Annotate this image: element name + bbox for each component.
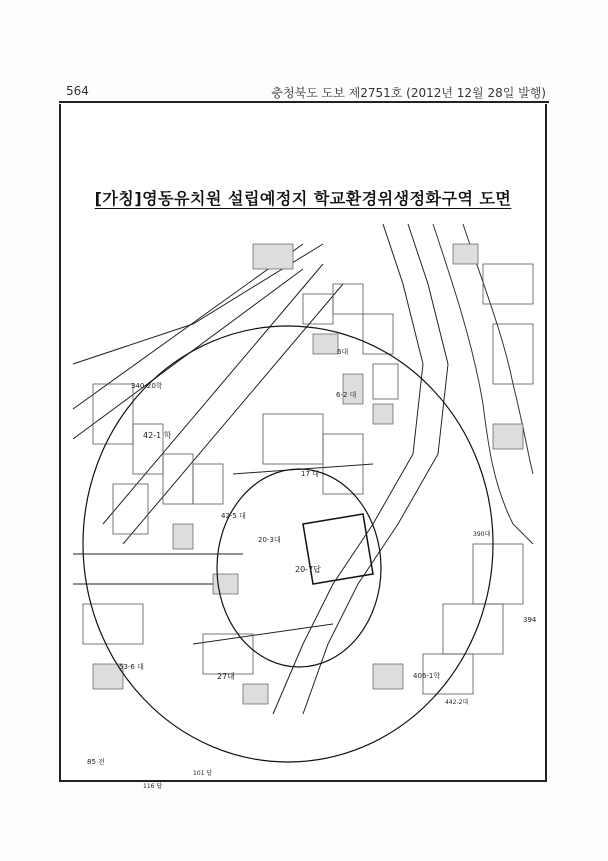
publication-info: 충청북도 도보 제2751호 (2012년 12월 28일 발행) bbox=[271, 86, 546, 100]
map-label: 442-2대 bbox=[445, 699, 469, 706]
map-label: 101 답 bbox=[193, 770, 213, 777]
map-label: 20-7답 bbox=[295, 565, 321, 574]
map-label: 42-1 학 bbox=[143, 431, 172, 440]
page-number: 564 bbox=[66, 84, 89, 98]
map-label: 6대 bbox=[337, 348, 349, 356]
document-title: [가칭]영동유치원 설립예정지 학교환경위생정화구역 도면 bbox=[94, 189, 512, 208]
map-label: 406-1학 bbox=[413, 672, 441, 680]
road-lines bbox=[73, 224, 448, 714]
map-label: 42-5 대 bbox=[221, 512, 246, 520]
map-label: 116 답 bbox=[143, 783, 163, 790]
map-drawing bbox=[73, 224, 537, 790]
map-label: 85 전 bbox=[87, 758, 105, 766]
map-label: 6-2 대 bbox=[336, 391, 357, 399]
page-header bbox=[66, 84, 546, 101]
cadastral-map bbox=[73, 224, 537, 790]
map-label: 340-20학 bbox=[131, 382, 163, 390]
map-labels bbox=[87, 347, 537, 790]
map-label: 53-6 대 bbox=[119, 663, 144, 671]
map-label: 17 대 bbox=[301, 470, 319, 478]
outer-zone-circle bbox=[83, 326, 493, 762]
map-label: 390대 bbox=[473, 531, 491, 538]
header-rule bbox=[59, 101, 549, 103]
map-label: 20-3대 bbox=[258, 536, 281, 544]
map-label: 394 bbox=[523, 616, 537, 624]
map-label: 27대 bbox=[217, 672, 235, 681]
document-frame bbox=[59, 104, 547, 790]
